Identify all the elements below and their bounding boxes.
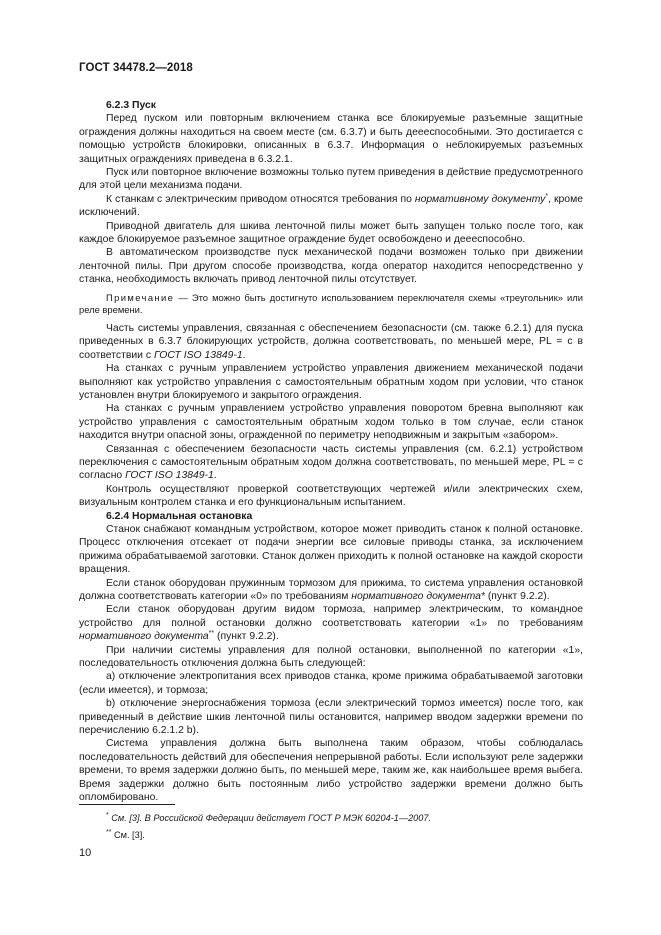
paragraph: В автоматическом производстве пуск механической подачи возможен только при движении ленточной пилы. При другом способе производства, когда оператор находится непосредственно у станка, необходимость включать привод ленточной пилы отсутствует.	[79, 247, 583, 286]
paragraph: Пуск или повторное включение возможны только путем приведения в действие предусмотренного для этой цели механизма подачи.	[79, 167, 583, 192]
paragraph: Часть системы управления, связанная с обеспечением безопасности (см. также 6.2.1) для пуска приведенных в 6.3.7 блокирующих устройств, должна соответствовать, по меньшей мере, PL = c в соответствии с ГОСТ ISO 13849-1.	[79, 322, 583, 361]
footnotes	[106, 811, 576, 845]
normative-doc-ref: нормативного документа	[351, 591, 481, 602]
body-text	[79, 99, 583, 805]
list-item-a: а) отключение электропитания всех приводов станка, кроме прижима обрабатываемой заготовки (если имеется), и тормоза;	[79, 671, 583, 696]
paragraph: Если станок оборудован пружинным тормозом для прижима, то система управления остановкой должна соответствовать категории «0» по требованиям нормативного документа* (пункт 9.2.2).	[79, 577, 583, 602]
list-item-b: b) отключение энергоснабжения тормоза (если электрический тормоз имеется) после того, как приведенный в действие шкив ленточной пилы остановится, например вводом задержки времени по перечислению 6.2.1.2 b).	[79, 698, 583, 737]
paragraph: Связанная с обеспечением безопасности часть системы управления (см. 6.2.1) устройством переключения с самостоятельным обратным ходом должна соответствовать, по меньшей мере, PL = c согласно ГОСТ ISO 13849-1.	[79, 443, 583, 482]
note-text: — Это можно быть достигнуто использованием переключателя схемы «треугольник» или реле времени.	[79, 291, 583, 316]
note-label: Примечание	[106, 291, 175, 303]
paragraph: На станках с ручным управлением устройство управления движением механической подачи выполняют как устройство управления с самостоятельным обратным ходом при условии, что станок установлен внутри блокируемого и закрытого ограждения.	[79, 363, 583, 401]
page-number: 10	[79, 847, 92, 859]
paragraph: К станкам с электрическим приводом относятся требования по нормативному документу*, кроме исключений.	[79, 192, 583, 219]
standard-ref: ГОСТ ISO 13849-1	[125, 470, 214, 482]
document-id: ГОСТ 34478.2—2018	[79, 62, 193, 74]
section-heading-6-2-4: 6.2.4 Нормальная остановка	[106, 510, 253, 522]
section-heading-6-2-3: 6.2.3 Пуск	[106, 100, 156, 111]
footnote-marker: *	[480, 591, 485, 602]
note	[79, 292, 583, 317]
footnote-divider	[79, 804, 175, 805]
normative-doc-ref: нормативного документа	[79, 631, 209, 643]
footnote-marker: *	[545, 192, 549, 200]
standard-ref: ГОСТ ISO 13849-1	[153, 349, 243, 361]
paragraph: Если станок оборудован другим видом тормоза, например электрическим, то командное устройство для полной остановки должно соответствовать категории «1» по требованиям нормативного документа** (пункт 9.2.2).	[79, 604, 583, 643]
paragraph: Приводной двигатель для шкива ленточной пилы может быть запущен только после того, как каждое блокируемое разъемное защитное ограждение будет освобождено и деееспособно.	[79, 220, 583, 246]
paragraph: При наличии системы управления для полной остановки, выполненной по категории «1», последовательность отключения должна быть следующей:	[79, 644, 583, 670]
paragraph: Станок снабжают командным устройством, которое может приводить станок к полной остановке. Процесс отключения отсекает от подачи энергии все силовые приводы станка, за исключением прижима обрабатываемой заготовки. Станок должен приходить к полной остановке на каждой скорости вращения.	[79, 523, 583, 576]
paragraph: На станках с ручным управлением устройство управления поворотом бревна выполняют как устройство управления с самостоятельным обратным ходом только в том случае, если станок находится внутри опасной зоны, огражденной по периметру неподвижным и закрытым «забором».	[79, 403, 583, 442]
footnote-2: ** См. [3].	[106, 829, 145, 840]
footnote-marker: **	[208, 630, 215, 638]
paragraph: Система управления должна быть выполнена таким образом, чтобы соблюдалась последовательность действий для обеспечения непрерывной работы. Если используют реле задержки времени, то время задержки должно быть, по меньшей мере, таким же, как наибольшее время выбега. Время задержки должно быть постоянным либо устройство задержки времени должно быть опломбировано.	[79, 738, 583, 804]
footnote-1: * См. [3]. В Российской Федерации действует ГОСТ Р МЭК 60204-1—2007.	[106, 812, 432, 823]
paragraph: Перед пуском или повторным включением станка все блокируемые разъемные защитные ограждения должны находиться на своем месте (см. 6.3.7) и быть деееспособными. Это достигается с помощью устройств блокировки, описанных в 6.3.7. Информация о неблокируемых разъемных защитных ограждениях приведена в 6.3.2.1.	[79, 113, 583, 165]
paragraph: Контроль осуществляют проверкой соответствующих чертежей и/или электрических схем, визуальным контролем станка и его функциональным испытанием.	[79, 483, 583, 509]
normative-doc-ref: нормативному документу	[414, 193, 546, 205]
